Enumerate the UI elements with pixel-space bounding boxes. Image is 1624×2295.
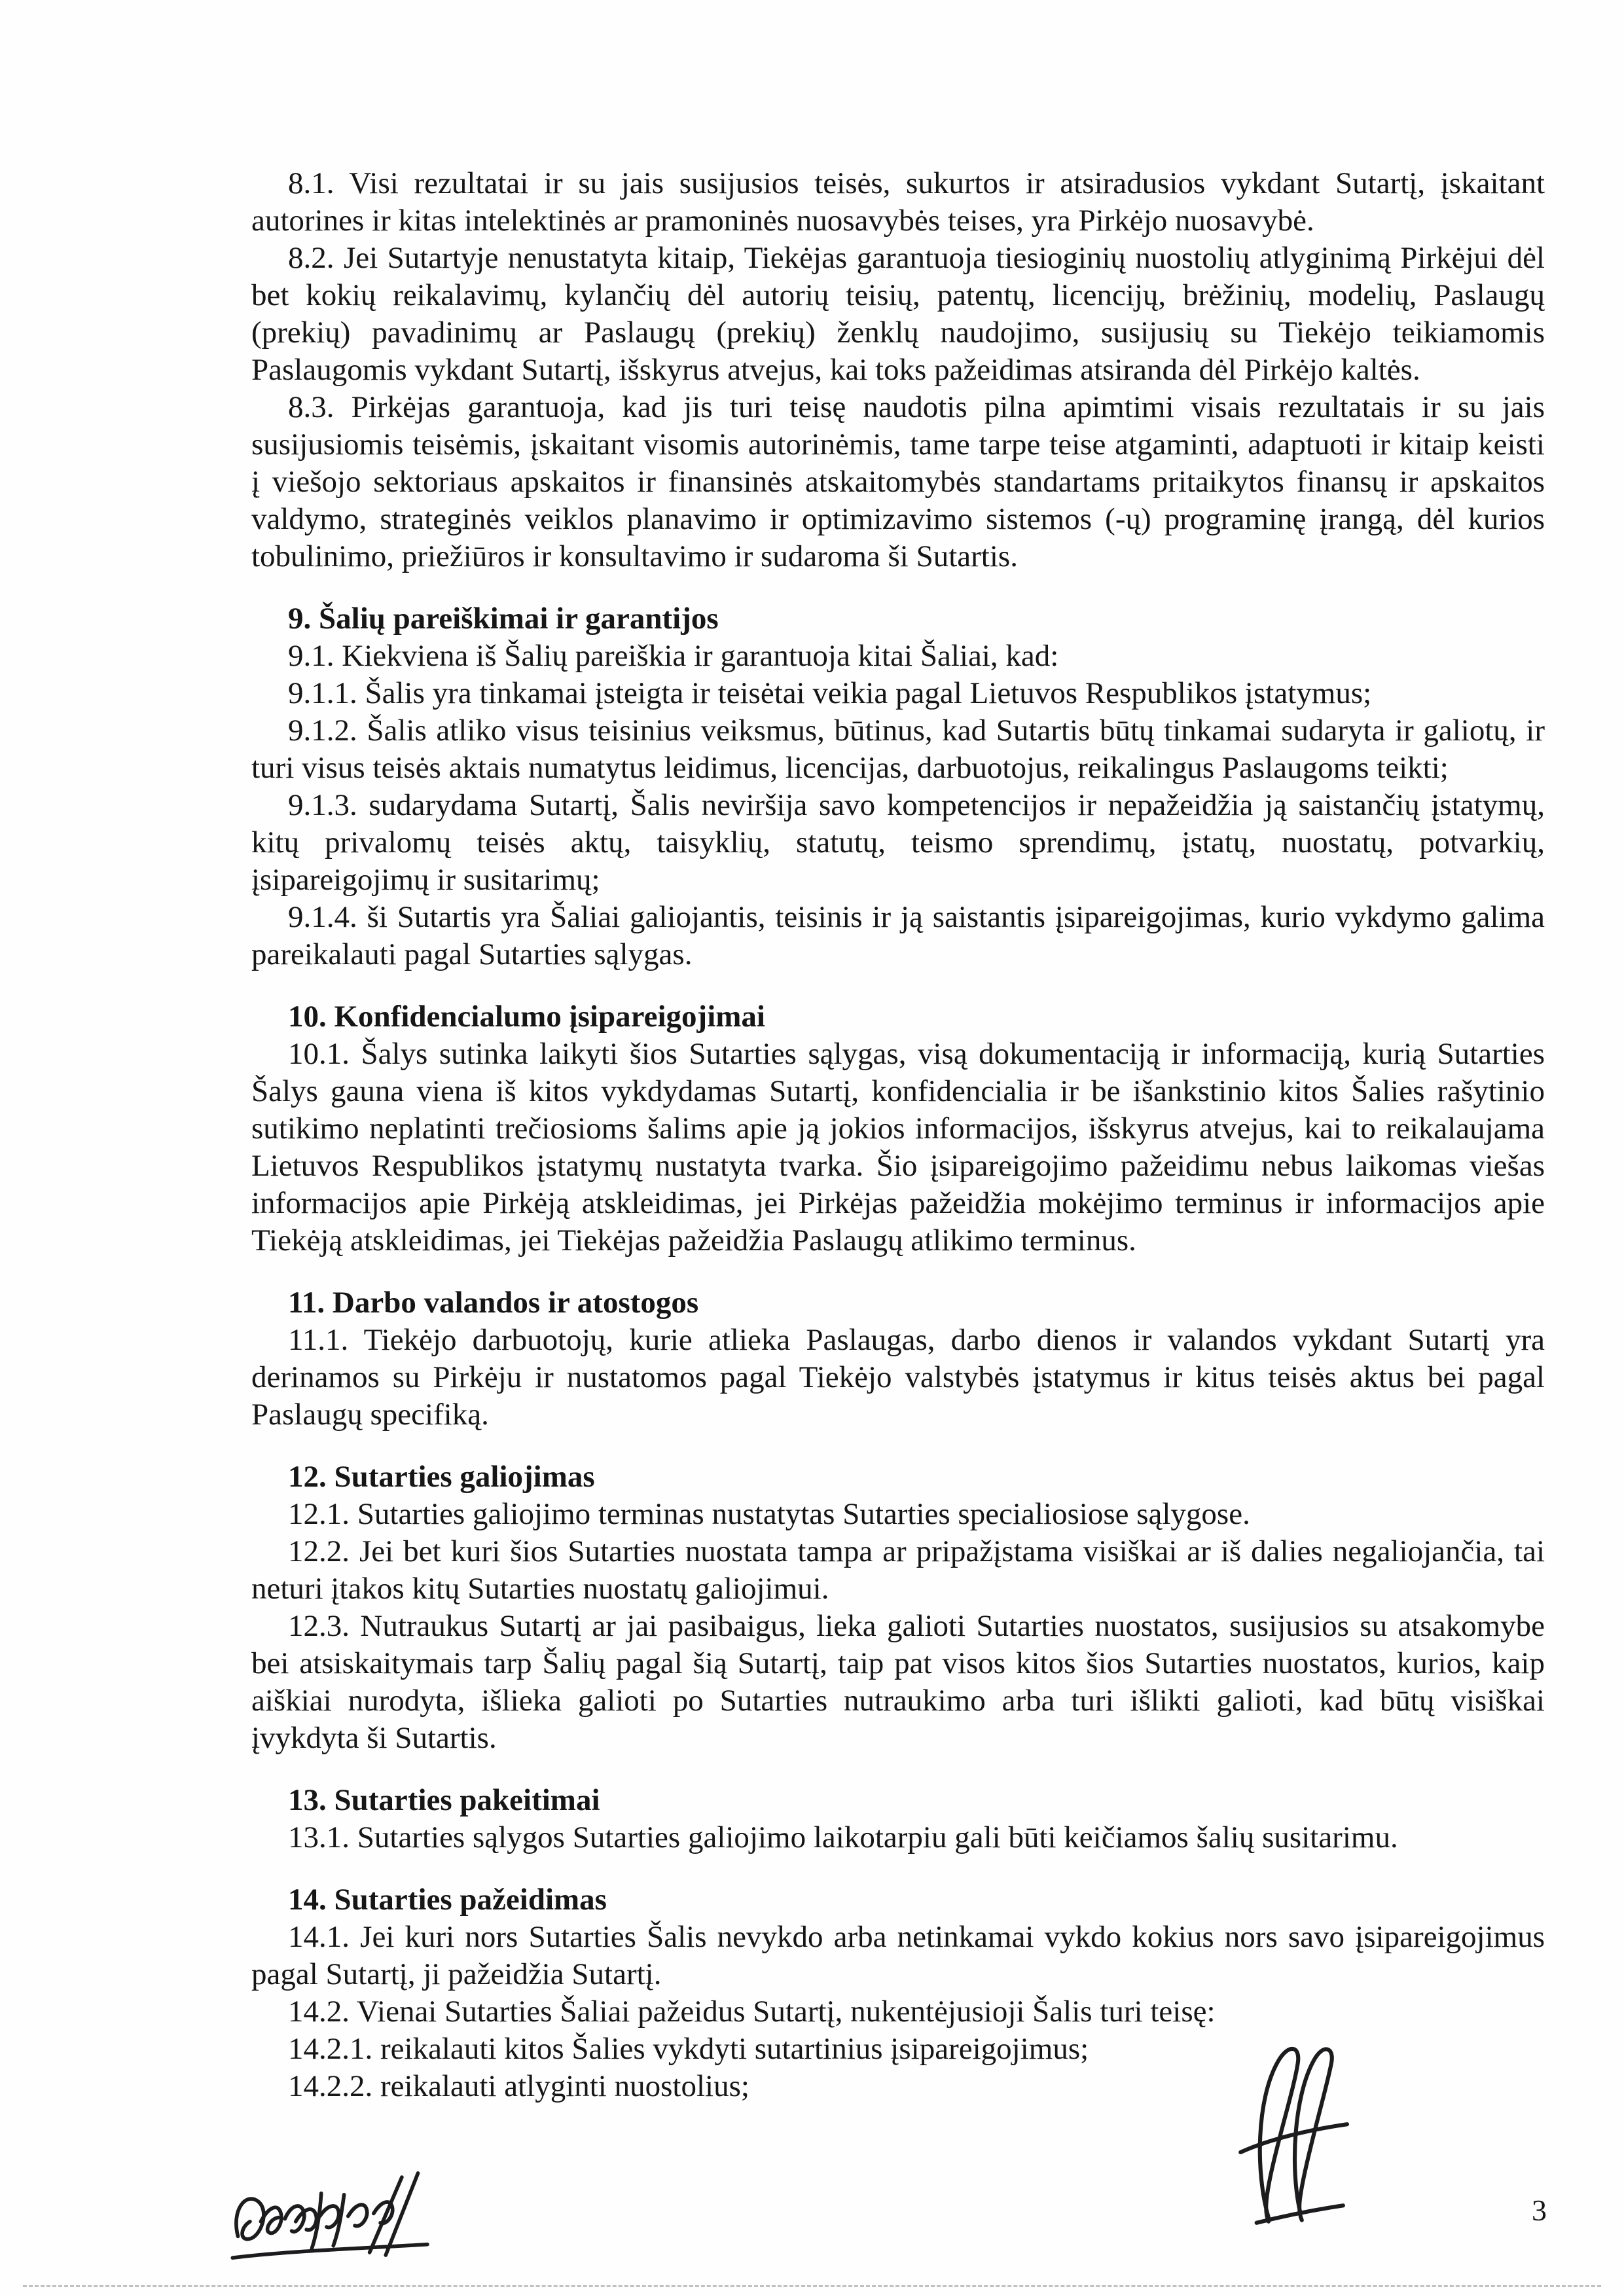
- scan-edge-artifact: [23, 2285, 1601, 2287]
- paragraph: 8.3. Pirkėjas garantuoja, kad jis turi teisę naudotis pilna apimtimi visais rezultatais ir su jais susijusiomis teisėmis, įskaitant visomis autorinėmis, tame tarpe teise atgaminti, adaptuoti ir kitaip keisti į viešojo sektoriaus apskaitos ir finansinės atskaitomybės standartams pritaikytos finansų ir apskaitos valdymo, strateginės veiklos planavimo ir optimizavimo sistemos (-ų) programinę įrangą, dėl kurios tobulinimo, priežiūros ir konsultavimo ir sudaroma ši Sutartis.: [251, 390, 1545, 573]
- paragraph: 9.1.4. ši Sutartis yra Šaliai galiojantis, teisinis ir ją saistantis įsipareigojimas, kurio vykdymo galima pareikalauti pagal Sutarties sąlygas.: [251, 900, 1545, 971]
- section-heading: 12. Sutarties galiojimas: [288, 1460, 595, 1494]
- paragraph: 9.1. Kiekviena iš Šalių pareiškia ir garantuoja kitai Šaliai, kad:: [288, 639, 1059, 673]
- paragraph: 11.1. Tiekėjo darbuotojų, kurie atlieka Paslaugas, darbo dienos ir valandos vykdant Sutartį yra derinamos su Pirkėju ir nustatomos pagal Tiekėjo valstybės įstatymus ir kitus teisės aktus bei pagal Paslaugų specifiką.: [251, 1323, 1545, 1432]
- paragraph: 10.1. Šalys sutinka laikyti šios Sutarties sąlygas, visą dokumentaciją ir informaciją, kurią Sutarties Šalys gauna viena iš kitos vykdydamas Sutartį, konfidencialia ir be išankstinio kitos Šalies rašytinio sutikimo neplatinti trečiosioms šalims apie ją jokios informacijos, išskyrus atvejus, kai to reikalaujama Lietuvos Respublikos įstatymų nustatyta tvarka. Šio įsipareigojimo pažeidimu nebus laikomas viešas informacijos apie Pirkėją atskleidimas, jei Pirkėjas pažeidžia mokėjimo terminus ir informacijos apie Tiekėją atskleidimas, jei Tiekėjas pažeidžia Paslaugų atlikimo terminus.: [251, 1037, 1545, 1257]
- section-heading: 10. Konfidencialumo įsipareigojimai: [288, 1000, 765, 1034]
- paragraph: 14.1. Jei kuri nors Sutarties Šalis nevykdo arba netinkamai vykdo kokius nors savo įsipareigojimus pagal Sutartį, ji pažeidžia Sutartį.: [251, 1920, 1545, 1991]
- document-content: [251, 165, 1545, 2105]
- paragraph: 12.1. Sutarties galiojimo terminas nustatytas Sutarties specialiosiose sąlygose.: [288, 1497, 1250, 1531]
- paragraph: 9.1.1. Šalis yra tinkamai įsteigta ir teisėtai veikia pagal Lietuvos Respublikos įstatymus;: [288, 676, 1372, 710]
- paragraph: 8.2. Jei Sutartyje nenustatyta kitaip, Tiekėjas garantuoja tiesioginių nuostolių atlyginimą Pirkėjui dėl bet kokių reikalavimų, kylančių dėl autorių teisių, patentų, licencijų, brėžinių, modelių, Paslaugų (prekių) pavadinimų ar Paslaugų (prekių) ženklų naudojimo, susijusių su Tiekėjo teikiamomis Paslaugomis vykdant Sutartį, išskyrus atvejus, kai toks pažeidimas atsiranda dėl Pirkėjo kaltės.: [251, 241, 1545, 387]
- paragraph: 14.2.2. reikalauti atlyginti nuostolius;: [288, 2069, 749, 2103]
- signature-left-icon: [226, 2157, 481, 2271]
- paragraph: 9.1.2. Šalis atliko visus teisinius veiksmus, būtinus, kad Sutartis būtų tinkamai sudaryta ir galiotų, ir turi visus teisės aktais numatytus leidimus, licencijas, darbuotojus, reikalingus Paslaugoms teikti;: [251, 714, 1545, 785]
- paragraph: 12.2. Jei bet kuri šios Sutarties nuostata tampa ar pripažįstama visiškai ar iš dalies negaliojančia, tai neturi įtakos kitų Sutarties nuostatų galiojimui.: [251, 1534, 1545, 1606]
- section-heading: 11. Darbo valandos ir atostogos: [288, 1286, 699, 1320]
- section-heading: 13. Sutarties pakeitimai: [288, 1783, 600, 1817]
- paragraph: 14.2.1. reikalauti kitos Šalies vykdyti sutartinius įsipareigojimus;: [288, 2032, 1089, 2066]
- paragraph: 14.2. Vienai Sutarties Šaliai pažeidus Sutartį, nukentėjusioji Šalis turi teisę:: [288, 1995, 1216, 2029]
- section-heading: 14. Sutarties pažeidimas: [288, 1883, 607, 1917]
- paragraph: 13.1. Sutarties sąlygos Sutarties galiojimo laikotarpiu gali būti keičiamos šalių susitarimu.: [288, 1820, 1398, 1854]
- section-heading: 9. Šalių pareiškimai ir garantijos: [288, 602, 719, 636]
- paragraph: 12.3. Nutraukus Sutartį ar jai pasibaigus, lieka galioti Sutarties nuostatos, susijusios su atsakomybe bei atsiskaitymais tarp Šalių pagal šią Sutartį, taip pat visos kitos šios Sutarties nuostatos, kurios, kaip aiškiai nurodyta, išlieka galioti po Sutarties nutraukimo arba turi išlikti galioti, kad būtų visiškai įvykdyta ši Sutartis.: [251, 1609, 1545, 1755]
- paragraph: 9.1.3. sudarydama Sutartį, Šalis neviršija savo kompetencijos ir nepažeidžia ją saistančių įstatymų, kitų privalomų teisės aktų, taisyklių, statutų, teismo sprendimų, įstatų, nuostatų, potvarkių, įsipareigojimų ir susitarimų;: [251, 788, 1545, 897]
- paragraph: 8.1. Visi rezultatai ir su jais susijusios teisės, sukurtos ir atsiradusios vykdant Sutartį, įskaitant autorines ir kitas intelektinės ar pramoninės nuosavybės teises, yra Pirkėjo nuosavybė.: [251, 166, 1545, 238]
- page-number: 3: [1532, 2194, 1547, 2227]
- signature-right-icon: [1216, 2039, 1363, 2232]
